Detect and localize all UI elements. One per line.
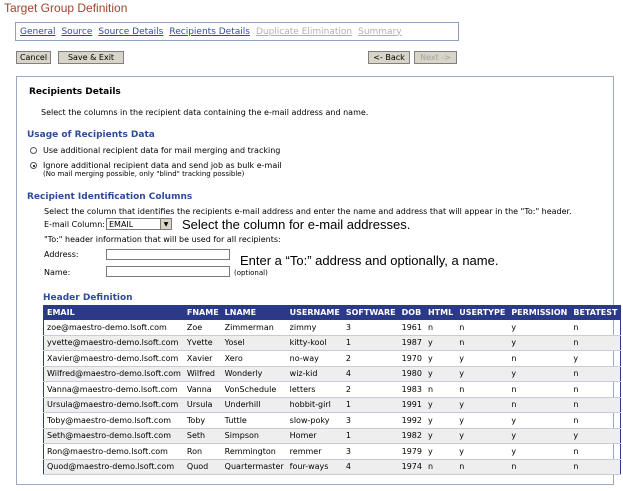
name-label: Name: [44, 268, 71, 277]
nav-source-details[interactable]: Source Details [98, 26, 164, 37]
table-cell: y [425, 444, 456, 460]
table-cell: y [456, 397, 508, 413]
table-cell: 1980 [399, 366, 425, 382]
table-cell: n [570, 413, 621, 429]
column-header: FNAME [184, 306, 222, 320]
table-cell: 4 [343, 459, 399, 475]
table-cell: 1991 [399, 397, 425, 413]
table-cell: Underhill [222, 397, 287, 413]
address-label: Address: [44, 250, 79, 259]
table-cell: Yvette [184, 335, 222, 351]
table-cell: VonSchedule [222, 382, 287, 398]
table-cell: n [570, 397, 621, 413]
table-cell: 3 [343, 444, 399, 460]
table-cell: n [425, 320, 456, 336]
usage-option-merge-label: Use additional recipient data for mail merging and tracking [43, 146, 281, 155]
table-cell: Wilfred@maestro-demo.lsoft.com [44, 366, 184, 382]
to-header-info: "To:" header information that will be used for all recipients: [44, 235, 281, 244]
column-header: SOFTWARE [343, 306, 399, 320]
usage-option-bulk-label: Ignore additional recipient data and send job as bulk e-mail [43, 161, 282, 170]
table-cell: zimmy [287, 320, 343, 336]
table-cell: 1992 [399, 413, 425, 429]
table-cell: 1987 [399, 335, 425, 351]
table-cell: Seth@maestro-demo.lsoft.com [44, 428, 184, 444]
table-cell: 1970 [399, 351, 425, 367]
table-row [44, 397, 621, 413]
wizard-nav [15, 22, 459, 41]
address-input[interactable] [106, 249, 230, 260]
table-cell: y [425, 397, 456, 413]
table-cell: Seth [184, 428, 222, 444]
table-cell: y [508, 366, 570, 382]
table-cell: n [425, 459, 456, 475]
identification-instruction: Select the column that identifies the recipients e-mail address and enter the name and address that will appear in the "To:" header. [44, 207, 572, 216]
table-cell: y [456, 413, 508, 429]
table-cell: Toby@maestro-demo.lsoft.com [44, 413, 184, 429]
table-cell: Ron [184, 444, 222, 460]
table-cell: y [425, 366, 456, 382]
table-cell: Zoe [184, 320, 222, 336]
table-cell: y [456, 351, 508, 367]
column-header: PERMISSION [508, 306, 570, 320]
table-cell: n [570, 459, 621, 475]
column-header: BETATEST [570, 306, 621, 320]
table-cell: Xero [222, 351, 287, 367]
table-cell: slow-poky [287, 413, 343, 429]
table-cell: y [508, 320, 570, 336]
table-cell: n [456, 320, 508, 336]
table-cell: yvette@maestro-demo.lsoft.com [44, 335, 184, 351]
cancel-button[interactable]: Cancel [16, 51, 51, 64]
radio-bulk[interactable] [30, 162, 37, 169]
table-cell: four-ways [287, 459, 343, 475]
table-cell: y [425, 335, 456, 351]
table-cell: Yosel [222, 335, 287, 351]
table-row [44, 366, 621, 382]
table-cell: wiz-kid [287, 366, 343, 382]
optional-note: (optional) [234, 269, 268, 277]
table-row [44, 351, 621, 367]
table-cell: y [425, 351, 456, 367]
table-cell: y [508, 335, 570, 351]
callout-enter-to: Enter a “To:” address and optionally, a name. [240, 253, 499, 268]
table-cell: kitty-kool [287, 335, 343, 351]
usage-option-bulk-note: (No mail merging possible, only "blind" tracking possible) [43, 170, 245, 178]
email-column-label: E-mail Column: [44, 220, 105, 229]
table-cell: Toby [184, 413, 222, 429]
nav-summary: Summary [358, 26, 402, 37]
table-cell: y [456, 366, 508, 382]
table-cell: y [425, 428, 456, 444]
table-cell: y [570, 428, 621, 444]
nav-duplicate-elimination: Duplicate Elimination [255, 26, 353, 37]
page-title: Target Group Definition [4, 1, 128, 15]
table-cell: n [508, 397, 570, 413]
table-cell: 1974 [399, 459, 425, 475]
table-cell: n [456, 459, 508, 475]
table-cell: 1 [343, 428, 399, 444]
table-row [44, 382, 621, 398]
table-cell: 2 [343, 382, 399, 398]
panel-heading: Recipients Details [29, 87, 121, 97]
table-cell: y [456, 444, 508, 460]
table-cell: n [508, 351, 570, 367]
table-cell: n [508, 382, 570, 398]
table-cell: y [508, 428, 570, 444]
back-button[interactable]: <- Back [368, 51, 410, 64]
chevron-down-icon[interactable]: ▼ [160, 219, 171, 229]
table-cell: Homer [287, 428, 343, 444]
table-cell: letters [287, 382, 343, 398]
table-cell: Vanna@maestro-demo.lsoft.com [44, 382, 184, 398]
column-header: USERNAME [287, 306, 343, 320]
column-header: LNAME [222, 306, 287, 320]
table-cell: 4 [343, 366, 399, 382]
usage-section-title: Usage of Recipients Data [27, 130, 155, 140]
table-cell: Xavier@maestro-demo.lsoft.com [44, 351, 184, 367]
table-row [44, 413, 621, 429]
header-definition-table [43, 305, 621, 475]
table-cell: Quod [184, 459, 222, 475]
table-row [44, 459, 621, 475]
table-cell: Wonderly [222, 366, 287, 382]
identification-section-title: Recipient Identification Columns [27, 192, 193, 202]
table-cell: n [570, 366, 621, 382]
table-cell: n [570, 320, 621, 336]
table-row [44, 444, 621, 460]
table-cell: 3 [343, 413, 399, 429]
nav-source[interactable]: Source [61, 26, 93, 37]
table-cell: 1983 [399, 382, 425, 398]
table-cell: Wilfred [184, 366, 222, 382]
table-cell: y [570, 351, 621, 367]
column-header: HTML [425, 306, 456, 320]
nav-recipients-details[interactable]: Recipients Details [169, 26, 250, 37]
table-cell: no-way [287, 351, 343, 367]
table-cell: n [456, 335, 508, 351]
email-column-select[interactable] [106, 218, 172, 230]
table-cell: hobbit-girl [287, 397, 343, 413]
table-cell: n [508, 459, 570, 475]
table-cell: Zimmerman [222, 320, 287, 336]
table-cell: y [508, 413, 570, 429]
table-cell: 1961 [399, 320, 425, 336]
table-cell: n [570, 335, 621, 351]
table-cell: 2 [343, 351, 399, 367]
table-cell: 3 [343, 320, 399, 336]
table-cell: Tuttle [222, 413, 287, 429]
table-cell: zoe@maestro-demo.lsoft.com [44, 320, 184, 336]
header-definition-title: Header Definition [43, 293, 133, 303]
table-cell: n [570, 382, 621, 398]
panel-description: Select the columns in the recipient data containing the e-mail address and name. [41, 108, 369, 117]
table-cell: n [425, 382, 456, 398]
usage-option-merge[interactable] [30, 146, 280, 155]
table-cell: Remmington [222, 444, 287, 460]
table-cell: Quartermaster [222, 459, 287, 475]
next-button: Next -> [414, 51, 457, 64]
column-header: DOB [399, 306, 425, 320]
table-cell: remmer [287, 444, 343, 460]
usage-option-bulk[interactable] [30, 161, 282, 178]
column-header: USERTYPE [456, 306, 508, 320]
table-cell: Quod@maestro-demo.lsoft.com [44, 459, 184, 475]
table-cell: 1 [343, 397, 399, 413]
table-cell: y [456, 428, 508, 444]
save-exit-button[interactable]: Save & Exit [58, 51, 124, 64]
table-cell: Ron@maestro-demo.lsoft.com [44, 444, 184, 460]
name-input[interactable] [106, 266, 230, 277]
table-row [44, 428, 621, 444]
table-header-row [44, 306, 621, 320]
column-header: EMAIL [44, 306, 184, 320]
table-cell: n [570, 444, 621, 460]
table-cell: Simpson [222, 428, 287, 444]
table-row [44, 335, 621, 351]
table-cell: Vanna [184, 382, 222, 398]
table-cell: 1 [343, 335, 399, 351]
table-cell: Ursula@maestro-demo.lsoft.com [44, 397, 184, 413]
table-cell: 1979 [399, 444, 425, 460]
table-cell: 1982 [399, 428, 425, 444]
callout-select-column: Select the column for e-mail addresses. [182, 217, 411, 232]
email-column-value: EMAIL [109, 219, 134, 229]
table-cell: y [508, 444, 570, 460]
nav-general[interactable]: General [20, 26, 56, 37]
table-cell: n [456, 382, 508, 398]
table-cell: Xavier [184, 351, 222, 367]
table-row [44, 320, 621, 336]
table-cell: Ursula [184, 397, 222, 413]
table-cell: y [425, 413, 456, 429]
radio-merge[interactable] [30, 147, 37, 154]
